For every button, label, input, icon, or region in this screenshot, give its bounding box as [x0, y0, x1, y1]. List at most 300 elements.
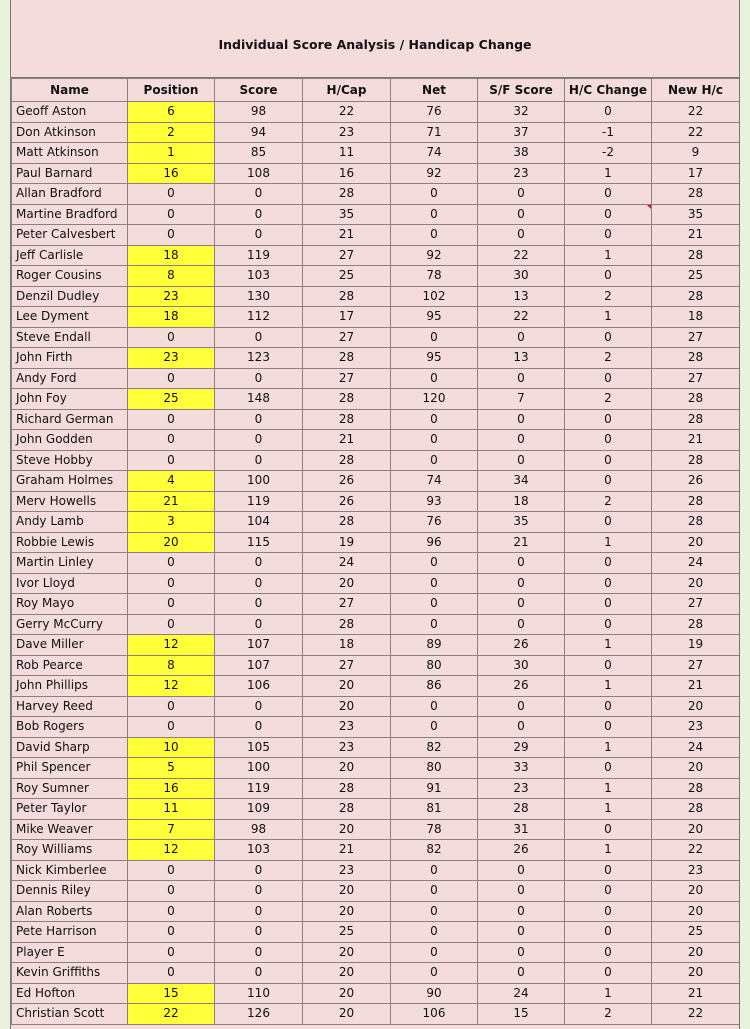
score-cell[interactable]: 100 — [215, 471, 303, 492]
score-cell[interactable]: 0 — [215, 368, 303, 389]
net-cell[interactable]: 78 — [391, 819, 478, 840]
score-cell[interactable]: 85 — [215, 143, 303, 164]
net-cell[interactable]: 0 — [391, 225, 478, 246]
score-cell[interactable]: 100 — [215, 758, 303, 779]
net-cell[interactable]: 0 — [391, 963, 478, 984]
hc-change-cell[interactable]: 1 — [565, 737, 652, 758]
score-cell[interactable]: 119 — [215, 245, 303, 266]
new-hc-cell[interactable]: 28 — [652, 778, 740, 799]
sf-score-cell[interactable]: 26 — [478, 676, 565, 697]
new-hc-cell[interactable]: 27 — [652, 655, 740, 676]
net-cell[interactable]: 76 — [391, 512, 478, 533]
hc-change-cell[interactable]: 0 — [565, 184, 652, 205]
sf-score-cell[interactable]: 0 — [478, 717, 565, 738]
hc-change-cell[interactable]: 0 — [565, 409, 652, 430]
new-hc-cell[interactable]: 20 — [652, 758, 740, 779]
sf-score-cell[interactable]: 35 — [478, 512, 565, 533]
score-cell[interactable]: 126 — [215, 1004, 303, 1025]
new-hc-cell[interactable]: 21 — [652, 676, 740, 697]
hcap-cell[interactable]: 20 — [303, 881, 391, 902]
col-header-hcap[interactable]: H/Cap — [303, 79, 391, 102]
new-hc-cell[interactable]: 20 — [652, 963, 740, 984]
hc-change-cell[interactable]: 1 — [565, 778, 652, 799]
new-hc-cell[interactable]: 20 — [652, 573, 740, 594]
sf-score-cell[interactable]: 0 — [478, 225, 565, 246]
position-cell[interactable]: 0 — [128, 696, 215, 717]
name-cell[interactable]: Alan Roberts — [12, 901, 128, 922]
score-cell[interactable]: 112 — [215, 307, 303, 328]
name-cell[interactable]: Martin Linley — [12, 553, 128, 574]
new-hc-cell[interactable]: 20 — [652, 942, 740, 963]
net-cell[interactable]: 80 — [391, 758, 478, 779]
name-cell[interactable]: Paul Barnard — [12, 163, 128, 184]
sf-score-cell[interactable]: 0 — [478, 696, 565, 717]
hc-change-cell[interactable]: 1 — [565, 635, 652, 656]
position-cell[interactable]: 1 — [128, 143, 215, 164]
score-cell[interactable]: 105 — [215, 737, 303, 758]
hcap-cell[interactable]: 28 — [303, 614, 391, 635]
position-cell[interactable]: 0 — [128, 594, 215, 615]
hcap-cell[interactable]: 35 — [303, 204, 391, 225]
net-cell[interactable]: 71 — [391, 122, 478, 143]
hc-change-cell[interactable]: 0 — [565, 901, 652, 922]
position-cell[interactable]: 0 — [128, 881, 215, 902]
score-cell[interactable]: 119 — [215, 778, 303, 799]
name-cell[interactable]: Player E — [12, 942, 128, 963]
net-cell[interactable]: 0 — [391, 184, 478, 205]
hc-change-cell[interactable]: 1 — [565, 245, 652, 266]
position-cell[interactable]: 23 — [128, 286, 215, 307]
new-hc-cell[interactable]: 28 — [652, 389, 740, 410]
score-cell[interactable]: 0 — [215, 225, 303, 246]
position-cell[interactable]: 0 — [128, 184, 215, 205]
net-cell[interactable]: 0 — [391, 368, 478, 389]
col-header-net[interactable]: Net — [391, 79, 478, 102]
col-header-sf-score[interactable]: S/F Score — [478, 79, 565, 102]
hc-change-cell[interactable]: 1 — [565, 307, 652, 328]
hc-change-cell[interactable]: 0 — [565, 471, 652, 492]
position-cell[interactable]: 15 — [128, 983, 215, 1004]
net-cell[interactable]: 82 — [391, 737, 478, 758]
hcap-cell[interactable]: 25 — [303, 922, 391, 943]
net-cell[interactable]: 0 — [391, 717, 478, 738]
sf-score-cell[interactable]: 23 — [478, 778, 565, 799]
hc-change-cell[interactable]: 0 — [565, 717, 652, 738]
position-cell[interactable]: 4 — [128, 471, 215, 492]
name-cell[interactable]: David Sharp — [12, 737, 128, 758]
new-hc-cell[interactable]: 17 — [652, 163, 740, 184]
col-header-hc-change[interactable]: H/C Change — [565, 79, 652, 102]
score-cell[interactable]: 0 — [215, 881, 303, 902]
position-cell[interactable]: 16 — [128, 163, 215, 184]
net-cell[interactable]: 96 — [391, 532, 478, 553]
sf-score-cell[interactable]: 28 — [478, 799, 565, 820]
sf-score-cell[interactable]: 0 — [478, 430, 565, 451]
hc-change-cell[interactable]: 1 — [565, 983, 652, 1004]
sf-score-cell[interactable]: 0 — [478, 901, 565, 922]
position-cell[interactable]: 0 — [128, 614, 215, 635]
position-cell[interactable]: 0 — [128, 553, 215, 574]
net-cell[interactable]: 90 — [391, 983, 478, 1004]
sf-score-cell[interactable]: 7 — [478, 389, 565, 410]
new-hc-cell[interactable]: 35 — [652, 204, 740, 225]
new-hc-cell[interactable]: 22 — [652, 122, 740, 143]
sf-score-cell[interactable]: 13 — [478, 348, 565, 369]
score-cell[interactable]: 0 — [215, 942, 303, 963]
score-cell[interactable]: 115 — [215, 532, 303, 553]
name-cell[interactable]: Ivor Lloyd — [12, 573, 128, 594]
hcap-cell[interactable]: 20 — [303, 758, 391, 779]
name-cell[interactable]: Andy Lamb — [12, 512, 128, 533]
score-cell[interactable]: 107 — [215, 655, 303, 676]
net-cell[interactable]: 0 — [391, 942, 478, 963]
net-cell[interactable]: 92 — [391, 245, 478, 266]
net-cell[interactable]: 0 — [391, 409, 478, 430]
comment-indicator-icon[interactable] — [646, 204, 652, 210]
score-cell[interactable]: 109 — [215, 799, 303, 820]
net-cell[interactable]: 0 — [391, 860, 478, 881]
score-cell[interactable]: 104 — [215, 512, 303, 533]
net-cell[interactable]: 82 — [391, 840, 478, 861]
hcap-cell[interactable]: 11 — [303, 143, 391, 164]
name-cell[interactable]: Martine Bradford — [12, 204, 128, 225]
sf-score-cell[interactable]: 37 — [478, 122, 565, 143]
hc-change-cell[interactable]: 0 — [565, 102, 652, 123]
col-header-name[interactable]: Name — [12, 79, 128, 102]
score-cell[interactable]: 148 — [215, 389, 303, 410]
hc-change-cell[interactable]: 0 — [565, 450, 652, 471]
score-cell[interactable]: 0 — [215, 409, 303, 430]
net-cell[interactable]: 80 — [391, 655, 478, 676]
name-cell[interactable]: Rob Pearce — [12, 655, 128, 676]
position-cell[interactable]: 0 — [128, 860, 215, 881]
title-cell[interactable] — [11, 0, 739, 78]
new-hc-cell[interactable]: 28 — [652, 348, 740, 369]
hcap-cell[interactable]: 28 — [303, 409, 391, 430]
sf-score-cell[interactable]: 26 — [478, 840, 565, 861]
sf-score-cell[interactable]: 0 — [478, 614, 565, 635]
hc-change-cell[interactable]: 0 — [565, 573, 652, 594]
hc-change-cell[interactable]: 0 — [565, 225, 652, 246]
score-cell[interactable]: 108 — [215, 163, 303, 184]
position-cell[interactable]: 6 — [128, 102, 215, 123]
position-cell[interactable]: 5 — [128, 758, 215, 779]
hcap-cell[interactable]: 28 — [303, 389, 391, 410]
hc-change-cell[interactable]: 0 — [565, 553, 652, 574]
new-hc-cell[interactable]: 24 — [652, 553, 740, 574]
col-header-new-hc[interactable]: New H/c — [652, 79, 740, 102]
net-cell[interactable]: 0 — [391, 901, 478, 922]
hcap-cell[interactable]: 17 — [303, 307, 391, 328]
sf-score-cell[interactable]: 0 — [478, 368, 565, 389]
net-cell[interactable]: 0 — [391, 553, 478, 574]
hc-change-cell[interactable]: 0 — [565, 860, 652, 881]
hcap-cell[interactable]: 28 — [303, 512, 391, 533]
hc-change-cell[interactable]: 1 — [565, 676, 652, 697]
hcap-cell[interactable]: 28 — [303, 450, 391, 471]
sf-score-cell[interactable]: 0 — [478, 204, 565, 225]
score-cell[interactable]: 0 — [215, 184, 303, 205]
name-cell[interactable]: Roy Mayo — [12, 594, 128, 615]
hcap-cell[interactable]: 16 — [303, 163, 391, 184]
position-cell[interactable]: 0 — [128, 430, 215, 451]
position-cell[interactable]: 0 — [128, 573, 215, 594]
new-hc-cell[interactable]: 26 — [652, 471, 740, 492]
hcap-cell[interactable]: 20 — [303, 901, 391, 922]
hc-change-cell[interactable]: -1 — [565, 122, 652, 143]
score-cell[interactable]: 0 — [215, 553, 303, 574]
position-cell[interactable]: 12 — [128, 635, 215, 656]
score-cell[interactable]: 0 — [215, 696, 303, 717]
new-hc-cell[interactable]: 28 — [652, 409, 740, 430]
name-cell[interactable]: Pete Harrison — [12, 922, 128, 943]
net-cell[interactable]: 78 — [391, 266, 478, 287]
position-cell[interactable]: 25 — [128, 389, 215, 410]
sf-score-cell[interactable]: 26 — [478, 635, 565, 656]
new-hc-cell[interactable]: 20 — [652, 696, 740, 717]
hcap-cell[interactable]: 18 — [303, 635, 391, 656]
sf-score-cell[interactable]: 22 — [478, 307, 565, 328]
hc-change-cell[interactable]: 0 — [565, 758, 652, 779]
hcap-cell[interactable]: 21 — [303, 225, 391, 246]
net-cell[interactable]: 0 — [391, 450, 478, 471]
new-hc-cell[interactable]: 25 — [652, 266, 740, 287]
sf-score-cell[interactable]: 0 — [478, 184, 565, 205]
hcap-cell[interactable]: 28 — [303, 348, 391, 369]
position-cell[interactable]: 0 — [128, 963, 215, 984]
net-cell[interactable]: 95 — [391, 307, 478, 328]
new-hc-cell[interactable]: 23 — [652, 717, 740, 738]
col-header-position[interactable]: Position — [128, 79, 215, 102]
hcap-cell[interactable]: 27 — [303, 368, 391, 389]
name-cell[interactable]: Phil Spencer — [12, 758, 128, 779]
hcap-cell[interactable]: 24 — [303, 553, 391, 574]
hcap-cell[interactable]: 20 — [303, 963, 391, 984]
new-hc-cell[interactable]: 28 — [652, 286, 740, 307]
name-cell[interactable]: Bob Rogers — [12, 717, 128, 738]
hcap-cell[interactable]: 21 — [303, 430, 391, 451]
new-hc-cell[interactable]: 27 — [652, 327, 740, 348]
net-cell[interactable]: 120 — [391, 389, 478, 410]
net-cell[interactable]: 0 — [391, 922, 478, 943]
sf-score-cell[interactable]: 13 — [478, 286, 565, 307]
position-cell[interactable]: 20 — [128, 532, 215, 553]
name-cell[interactable]: Robbie Lewis — [12, 532, 128, 553]
name-cell[interactable]: Steve Hobby — [12, 450, 128, 471]
hc-change-cell[interactable]: 0 — [565, 942, 652, 963]
score-cell[interactable]: 98 — [215, 819, 303, 840]
position-cell[interactable]: 16 — [128, 778, 215, 799]
net-cell[interactable]: 0 — [391, 573, 478, 594]
score-cell[interactable]: 130 — [215, 286, 303, 307]
hc-change-cell[interactable]: 2 — [565, 1004, 652, 1025]
position-cell[interactable]: 0 — [128, 942, 215, 963]
hcap-cell[interactable]: 19 — [303, 532, 391, 553]
position-cell[interactable]: 18 — [128, 245, 215, 266]
name-cell[interactable]: Graham Holmes — [12, 471, 128, 492]
position-cell[interactable]: 2 — [128, 122, 215, 143]
score-cell[interactable]: 0 — [215, 860, 303, 881]
hcap-cell[interactable]: 27 — [303, 245, 391, 266]
new-hc-cell[interactable]: 28 — [652, 491, 740, 512]
hc-change-cell[interactable]: 2 — [565, 348, 652, 369]
sf-score-cell[interactable]: 0 — [478, 881, 565, 902]
net-cell[interactable]: 106 — [391, 1004, 478, 1025]
position-cell[interactable]: 8 — [128, 655, 215, 676]
hc-change-cell[interactable]: 0 — [565, 963, 652, 984]
net-cell[interactable]: 0 — [391, 430, 478, 451]
net-cell[interactable]: 95 — [391, 348, 478, 369]
new-hc-cell[interactable]: 22 — [652, 840, 740, 861]
hcap-cell[interactable]: 27 — [303, 655, 391, 676]
position-cell[interactable]: 0 — [128, 204, 215, 225]
hc-change-cell[interactable]: 1 — [565, 532, 652, 553]
net-cell[interactable]: 86 — [391, 676, 478, 697]
name-cell[interactable]: Roy Sumner — [12, 778, 128, 799]
score-cell[interactable]: 107 — [215, 635, 303, 656]
name-cell[interactable]: Jeff Carlisle — [12, 245, 128, 266]
hcap-cell[interactable]: 28 — [303, 778, 391, 799]
hcap-cell[interactable]: 20 — [303, 696, 391, 717]
position-cell[interactable]: 18 — [128, 307, 215, 328]
score-cell[interactable]: 0 — [215, 594, 303, 615]
name-cell[interactable]: John Firth — [12, 348, 128, 369]
position-cell[interactable]: 0 — [128, 225, 215, 246]
hc-change-cell[interactable]: -2 — [565, 143, 652, 164]
name-cell[interactable]: Denzil Dudley — [12, 286, 128, 307]
sf-score-cell[interactable]: 0 — [478, 450, 565, 471]
hc-change-cell[interactable]: 1 — [565, 799, 652, 820]
position-cell[interactable]: 12 — [128, 840, 215, 861]
name-cell[interactable]: Harvey Reed — [12, 696, 128, 717]
sf-score-cell[interactable]: 0 — [478, 594, 565, 615]
position-cell[interactable]: 23 — [128, 348, 215, 369]
hc-change-cell[interactable]: 0 — [565, 327, 652, 348]
hcap-cell[interactable]: 26 — [303, 471, 391, 492]
name-cell[interactable]: Roy Williams — [12, 840, 128, 861]
position-cell[interactable]: 0 — [128, 922, 215, 943]
hcap-cell[interactable]: 23 — [303, 717, 391, 738]
name-cell[interactable]: Nick Kimberlee — [12, 860, 128, 881]
new-hc-cell[interactable]: 28 — [652, 245, 740, 266]
name-cell[interactable]: Dennis Riley — [12, 881, 128, 902]
score-cell[interactable]: 94 — [215, 122, 303, 143]
name-cell[interactable]: Peter Taylor — [12, 799, 128, 820]
name-cell[interactable]: Merv Howells — [12, 491, 128, 512]
score-cell[interactable]: 0 — [215, 963, 303, 984]
name-cell[interactable]: Matt Atkinson — [12, 143, 128, 164]
name-cell[interactable]: Don Atkinson — [12, 122, 128, 143]
score-cell[interactable]: 106 — [215, 676, 303, 697]
score-cell[interactable]: 103 — [215, 840, 303, 861]
sf-score-cell[interactable]: 0 — [478, 409, 565, 430]
hcap-cell[interactable]: 20 — [303, 1004, 391, 1025]
name-cell[interactable]: Geoff Aston — [12, 102, 128, 123]
new-hc-cell[interactable]: 21 — [652, 983, 740, 1004]
sf-score-cell[interactable]: 22 — [478, 245, 565, 266]
sf-score-cell[interactable]: 30 — [478, 655, 565, 676]
net-cell[interactable]: 89 — [391, 635, 478, 656]
score-cell[interactable]: 110 — [215, 983, 303, 1004]
net-cell[interactable]: 74 — [391, 143, 478, 164]
position-cell[interactable]: 10 — [128, 737, 215, 758]
sf-score-cell[interactable]: 24 — [478, 983, 565, 1004]
net-cell[interactable]: 92 — [391, 163, 478, 184]
new-hc-cell[interactable]: 25 — [652, 922, 740, 943]
net-cell[interactable]: 0 — [391, 614, 478, 635]
position-cell[interactable]: 3 — [128, 512, 215, 533]
new-hc-cell[interactable]: 20 — [652, 819, 740, 840]
name-cell[interactable]: Kevin Griffiths — [12, 963, 128, 984]
position-cell[interactable]: 21 — [128, 491, 215, 512]
hc-change-cell[interactable]: 0 — [565, 819, 652, 840]
hc-change-cell[interactable]: 1 — [565, 840, 652, 861]
net-cell[interactable]: 91 — [391, 778, 478, 799]
name-cell[interactable]: Lee Dyment — [12, 307, 128, 328]
hc-change-cell[interactable]: 2 — [565, 491, 652, 512]
sf-score-cell[interactable]: 0 — [478, 327, 565, 348]
name-cell[interactable]: Ed Hofton — [12, 983, 128, 1004]
name-cell[interactable]: Dave Miller — [12, 635, 128, 656]
sf-score-cell[interactable]: 0 — [478, 860, 565, 881]
name-cell[interactable]: Roger Cousins — [12, 266, 128, 287]
position-cell[interactable]: 0 — [128, 409, 215, 430]
hc-change-cell[interactable]: 0 — [565, 368, 652, 389]
score-cell[interactable]: 0 — [215, 450, 303, 471]
score-cell[interactable]: 123 — [215, 348, 303, 369]
score-cell[interactable]: 0 — [215, 922, 303, 943]
hc-change-cell[interactable]: 2 — [565, 286, 652, 307]
position-cell[interactable]: 0 — [128, 327, 215, 348]
score-cell[interactable]: 0 — [215, 204, 303, 225]
col-header-score[interactable]: Score — [215, 79, 303, 102]
hcap-cell[interactable]: 23 — [303, 737, 391, 758]
net-cell[interactable]: 0 — [391, 204, 478, 225]
position-cell[interactable]: 11 — [128, 799, 215, 820]
sf-score-cell[interactable]: 23 — [478, 163, 565, 184]
sf-score-cell[interactable]: 18 — [478, 491, 565, 512]
score-cell[interactable]: 0 — [215, 573, 303, 594]
net-cell[interactable]: 0 — [391, 881, 478, 902]
net-cell[interactable]: 102 — [391, 286, 478, 307]
sf-score-cell[interactable]: 0 — [478, 553, 565, 574]
hc-change-cell[interactable]: 0 — [565, 614, 652, 635]
sf-score-cell[interactable]: 32 — [478, 102, 565, 123]
name-cell[interactable]: Richard German — [12, 409, 128, 430]
hc-change-cell[interactable]: 0 — [565, 512, 652, 533]
sf-score-cell[interactable]: 34 — [478, 471, 565, 492]
position-cell[interactable]: 0 — [128, 368, 215, 389]
new-hc-cell[interactable]: 28 — [652, 184, 740, 205]
name-cell[interactable]: Steve Endall — [12, 327, 128, 348]
new-hc-cell[interactable]: 28 — [652, 512, 740, 533]
hc-change-cell[interactable] — [565, 204, 652, 225]
position-cell[interactable]: 22 — [128, 1004, 215, 1025]
sf-score-cell[interactable]: 30 — [478, 266, 565, 287]
sf-score-cell[interactable]: 31 — [478, 819, 565, 840]
new-hc-cell[interactable]: 19 — [652, 635, 740, 656]
name-cell[interactable]: John Godden — [12, 430, 128, 451]
new-hc-cell[interactable]: 20 — [652, 532, 740, 553]
sf-score-cell[interactable]: 38 — [478, 143, 565, 164]
hc-change-cell[interactable]: 0 — [565, 266, 652, 287]
position-cell[interactable]: 0 — [128, 901, 215, 922]
net-cell[interactable]: 0 — [391, 594, 478, 615]
new-hc-cell[interactable]: 28 — [652, 799, 740, 820]
name-cell[interactable]: Peter Calvesbert — [12, 225, 128, 246]
net-cell[interactable]: 81 — [391, 799, 478, 820]
hc-change-cell[interactable]: 0 — [565, 881, 652, 902]
